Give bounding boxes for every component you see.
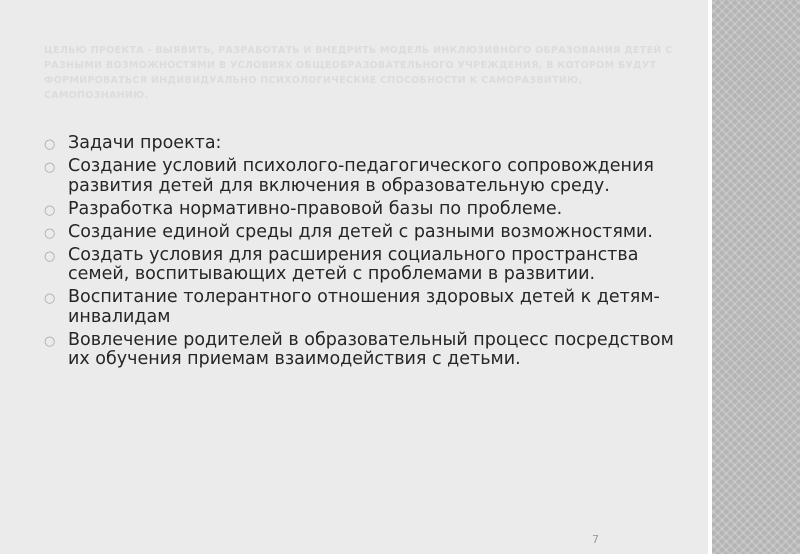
list-item [44,157,684,196]
list-item-text: Создание условий психолого-педагогического сопровождения развития детей для включения в образовательную среду. [68,156,654,196]
list-item [44,288,684,327]
list-item-text: Задачи проекта: [68,133,222,153]
list-item-text: Создание единой среды для детей с разными возможностями. [68,221,653,242]
list-item-text: Вовлечение родителей в образовательный процесс посредством их обучения приемам взаимодействия с детьми. [68,329,674,369]
decorative-side-strip [712,0,800,554]
bullet-icon: ○ [44,137,56,152]
bullet-icon: ○ [44,248,56,264]
bullet-icon: ○ [44,160,56,175]
list-item-text: Создать условия для расширения социального пространства семей, воспитывающих детей с проблемами в развитии. [68,244,639,284]
bullet-icon: ○ [44,225,56,241]
list-item [44,200,684,220]
list-item [44,223,684,243]
bullet-icon: ○ [44,333,56,349]
task-list [44,134,684,373]
list-item-text: Разработка нормативно-правовой базы по проблеме. [68,198,563,219]
list-item [44,134,684,154]
list-item-text: Воспитание толерантного отношения здоровых детей к детям-инвалидам [68,287,660,327]
list-item [44,246,684,285]
slide-title: ЦЕЛЬЮ ПРОЕКТА - ВЫЯВИТЬ, РАЗРАБОТАТЬ И ВНЕДРИТЬ МОДЕЛЬ ИНКЛЮЗИВНОГО ОБРАЗОВАНИЯ ДЕТЕЙ С РАЗНЫМИ ВОЗМОЖНОСТЯМИ В УСЛОВИЯХ ОБЩЕОБРАЗОВАТЕЛЬНОГО УЧРЕЖДЕНИЯ, В КОТОРОМ БУДУТ ФОРМИРОВАТЬСЯ ИНДИВИДУАЛЬНО ПСИХОЛОГИЧЕСКИЕ СПОСОБНОСТИ К САМОРАЗВИТИЮ, САМОПОЗНАНИЮ. [44,45,673,101]
bullet-icon: ○ [44,202,56,218]
page-number: 7 [592,533,599,546]
list-item [44,331,684,370]
bullet-icon: ○ [44,291,56,306]
